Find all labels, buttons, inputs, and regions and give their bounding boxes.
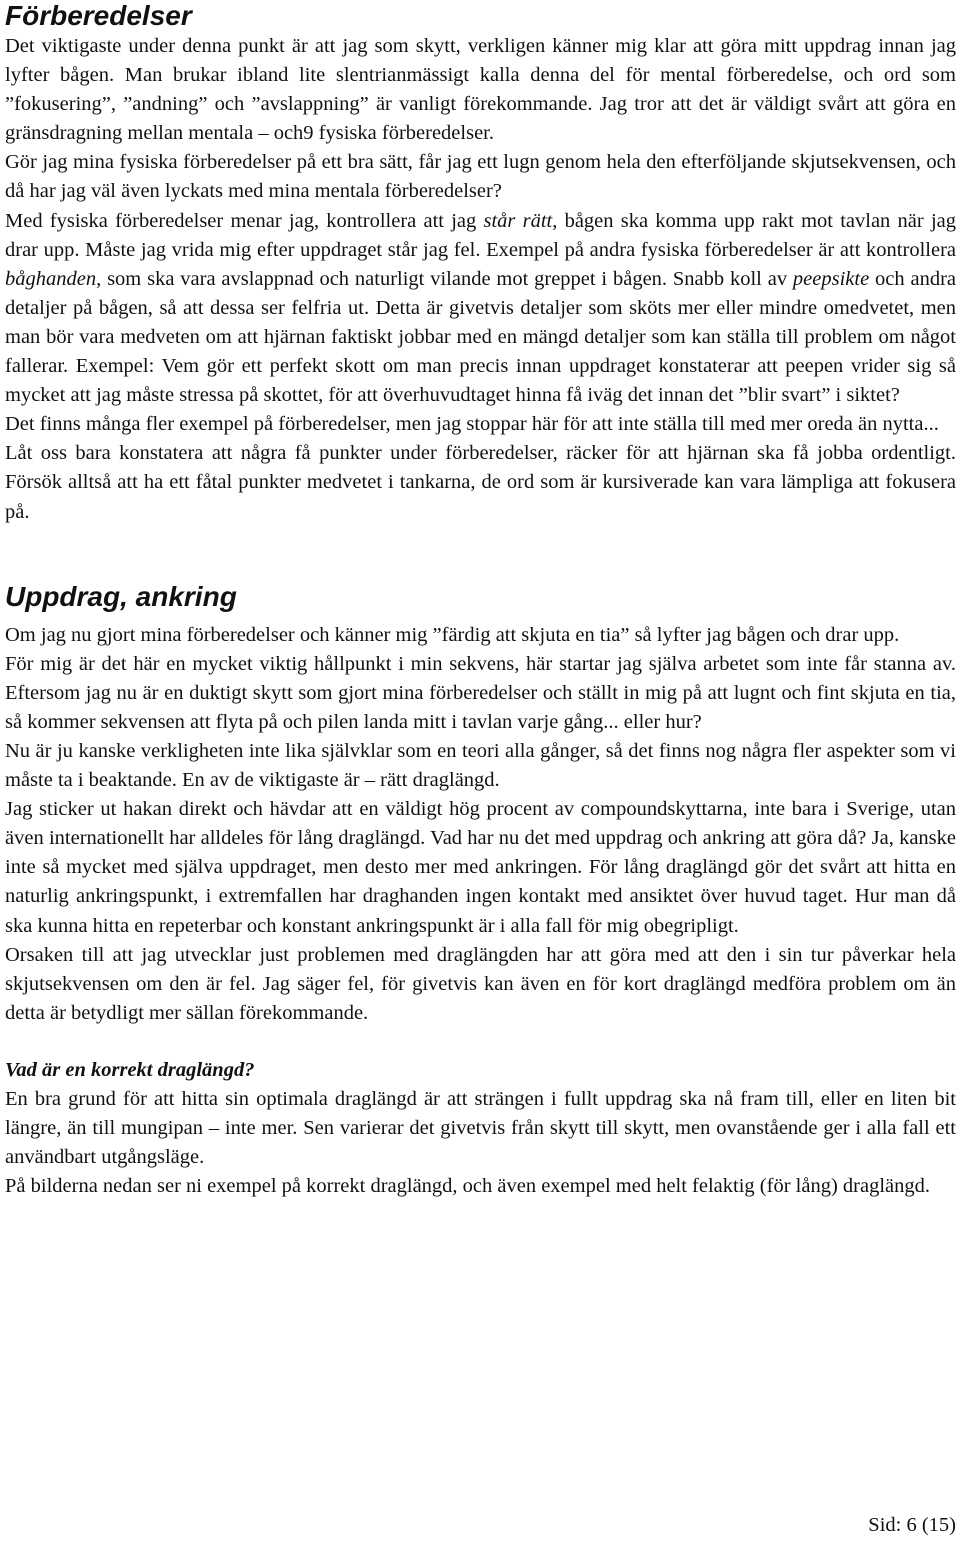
text-run: och andra detaljer på bågen, så att dessa ser felfria ut. Detta är givetvis detaljer som sköts mer eller mindre omedvetet, men man bör vara medveten om att hjärnan faktiskt jobbar med en mängd detaljer som kan ställa till problem om något fallerar. Exempel: Vem gör ett perfekt skott om man precis innan uppdraget konstaterar att peepen vrider sig så mycket att jag måste stressa på skottet, för att överhuvudtaget hinna få iväg det innan det ”blir svart” i siktet? [5, 267, 957, 407]
text-run: Det finns många fler exempel på förberedelser, men jag stoppar här för att inte ställa till med mer oreda än nytta... [5, 413, 939, 436]
text-run: Om jag nu gjort mina förberedelser och känner mig ”färdig att skjuta en tia” så lyfter jag bågen och drar upp. [5, 623, 900, 646]
text-run: Gör jag mina fysiska förberedelser på ett bra sätt, får jag ett lugn genom hela den efterföljande skjutsekvensen, och då har jag väl även lyckats med mina mentala förberedelser? [5, 151, 956, 203]
section-heading-uppdrag-ankring: Uppdrag, ankring [5, 580, 237, 612]
text-run: Orsaken till att jag utvecklar just problemen med draglängden har att göra med att den i sin tur påverkar hela skjutsekvensen om den är fel. Jag säger fel, för givetvis kan även en för kort draglängd medföra problem om än detta är betydligt mer sällan förekommande. [5, 943, 956, 1024]
paragraph [5, 148, 956, 206]
paragraph [5, 650, 956, 737]
section-heading-forberedelser: Förberedelser [5, 0, 192, 31]
italic-text-run: båghanden [5, 267, 97, 290]
paragraph [5, 795, 956, 940]
italic-text-run: står rätt [483, 209, 553, 232]
paragraph [5, 32, 956, 148]
paragraph [5, 941, 956, 1028]
text-run: Låt oss bara konstatera att några få punkter under förberedelser, räcker för att hjärnan ska få jobba ordentligt. Försök alltså att ha ett fåtal punkter medvetet i tankarna, de ord som är kursiverade kan vara lämpliga att fokusera på. [5, 442, 956, 523]
paragraph [5, 1172, 956, 1201]
text-run: , som ska vara avslappnad och naturligt vilande mot greppet i bågen. Snabb koll av [96, 267, 793, 290]
paragraph [5, 410, 956, 439]
text-run: På bilderna nedan ser ni exempel på korrekt draglängd, och även exempel med helt felaktig (för lång) draglängd. [5, 1175, 930, 1198]
text-run: En bra grund för att hitta sin optimala draglängd är att strängen i fullt uppdrag ska nå fram till, eller en liten bit längre, än till mungipan – inte mer. Sen varierar det givetvis från skytt till skytt, men ovanstående ger i alla fall ett användbart utgångsläge. [5, 1088, 956, 1169]
text-run: Jag sticker ut hakan direkt och hävdar att en väldigt hög procent av compoundskyttarna, inte bara i Sverige, utan även internationellt har alldeles för lång draglängd. Vad har nu det med uppdrag och ankring att göra då? Ja, kanske inte så mycket med själva uppdraget, men desto mer med ankringen. För lång draglängd gör det svårt att hitta en naturlig ankringspunkt, i extremfallen har draghanden ingen kontakt med ansiktet över huvud taget. Hur man då ska kunna hitta en repeterbar och konstant ankringspunkt är i alla fall för mig obegripligt. [5, 798, 956, 937]
text-run: Nu är ju kanske verkligheten inte lika självklar som en teori alla gånger, så det finns nog några fler aspekter som vi måste ta i beaktande. En av de viktigaste är – rätt draglängd. [5, 739, 956, 792]
italic-text-run: peepsikte [792, 267, 870, 290]
paragraph [5, 439, 956, 526]
paragraph [5, 737, 956, 795]
page-number: Sid: 6 (15) [868, 1514, 956, 1536]
paragraph [5, 1085, 956, 1172]
text-run: Med fysiska förberedelser menar jag, kontrollera att jag [5, 209, 484, 232]
subsection-heading-korrekt-draglangd: Vad är en korrekt draglängd? [5, 1058, 255, 1081]
section-body-uppdrag-ankring [5, 621, 956, 1028]
paragraph [5, 621, 956, 650]
subsection-body [5, 1085, 956, 1201]
paragraph [5, 207, 956, 411]
text-run: För mig är det här en mycket viktig hållpunkt i min sekvens, här startar jag själva arbetet som inte får stanna av. Eftersom jag nu är en duktigt skytt som gjort mina förberedelser och ställt in mig på att lugnt och fint skjuta en tia, så kommer sekvensen att flyta på och pilen landa mitt i tavlan varje gång... eller hur? [5, 652, 956, 733]
document-page [5, 0, 956, 1201]
section-body-forberedelser [5, 32, 956, 527]
text-run: Det viktigaste under denna punkt är att jag som skytt, verkligen känner mig klar att göra mitt uppdrag innan jag lyfter bågen. Man brukar ibland lite slentrianmässigt kalla denna del för mental förberedelse, och ord som ”fokusering”, ”andning” och ”avslappning” är vanligt förekommande. Jag tror att det är väldigt svårt att göra en gränsdragning mellan mentala – och9 fysiska förberedelser. [5, 35, 956, 145]
text-run: , bågen ska komma upp rakt mot tavlan när jag drar upp. Måste jag vrida mig efter uppdraget står jag fel. Exempel på andra fysiska förberedelser är att kontrollera [5, 209, 956, 261]
